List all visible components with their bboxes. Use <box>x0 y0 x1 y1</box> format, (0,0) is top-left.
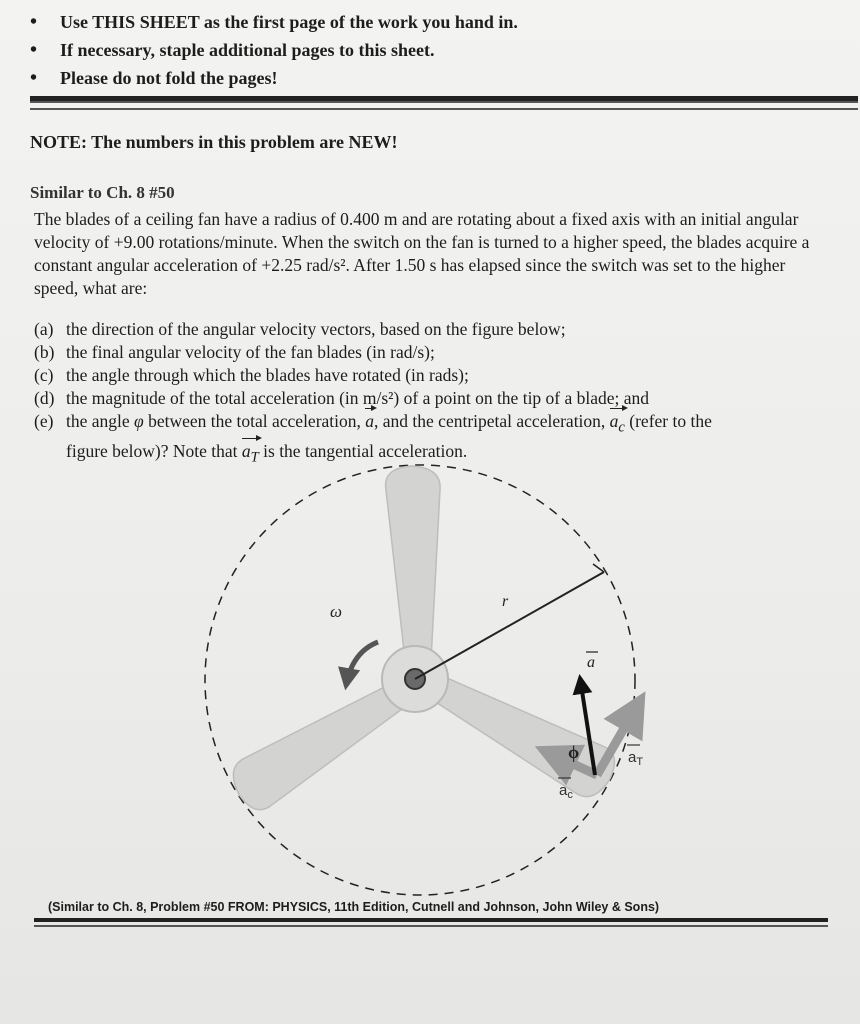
bullet-icon: • <box>30 10 38 33</box>
instruction-item <box>30 36 518 64</box>
instruction-text: Use THIS SHEET as the first page of the work you hand in. <box>60 11 518 32</box>
problem-statement: The blades of a ceiling fan have a radius of 0.400 m and are rotating about a fixed axis with an initial angular velocity of +9.00 rotations/minute. When the switch on the fan is turned to a higher speed, the blades acquire a constant angular acceleration of +2.25 rad/s². After 1.50 s has elapsed since the switch was set to the higher speed, what are: <box>34 209 810 298</box>
radius-line <box>415 572 604 679</box>
bullet-icon: • <box>30 66 38 89</box>
instruction-text: If necessary, staple additional pages to this sheet. <box>60 39 435 60</box>
bottom-divider-thin <box>34 925 828 927</box>
phi-label: ϕ <box>568 742 580 762</box>
total-acceleration-symbol: a <box>365 411 375 431</box>
part-a: (a) the direction of the angular velocity vectors, based on the figure below; <box>34 319 566 339</box>
instruction-item <box>30 64 518 92</box>
instructions-list <box>30 8 518 92</box>
note-heading: NOTE: The numbers in this problem are NEW! <box>30 132 398 152</box>
svg-text:aT: $a_T$ <box>628 749 644 768</box>
top-divider <box>30 96 858 103</box>
omega-arrow <box>346 642 378 686</box>
total-acceleration-label: a <box>587 654 595 671</box>
phi-symbol: φ <box>134 411 144 431</box>
radius-label: r <box>502 593 509 610</box>
problem-subtitle: Similar to Ch. 8 #50 <box>30 183 175 202</box>
instruction-item <box>30 8 518 36</box>
part-d: (d) the magnitude of the total acceleration (in m/s²) of a point on the tip of a blade; and <box>34 388 650 408</box>
instruction-text: Please do not fold the pages! <box>60 67 278 88</box>
top-divider-thin <box>30 108 858 110</box>
tangential-acceleration-label <box>627 745 643 768</box>
part-c: (c) the angle through which the blades have rotated (in rads); <box>34 365 469 385</box>
part-e-continued: figure below)? Note that $a_T$ is the tangential acceleration. <box>66 440 468 465</box>
ceiling-fan-figure <box>0 460 860 900</box>
tangential-acceleration-symbol: $a_T$ <box>241 440 259 465</box>
part-e: (e) the angle φ between the total acceleration, a, and the centripetal acceleration, $a_c$ (refer to the <box>34 411 712 436</box>
svg-text:ac: $a_c$ <box>559 782 573 801</box>
centripetal-acceleration-symbol: $a_c$ <box>609 411 625 436</box>
source-caption: (Similar to Ch. 8, Problem #50 FROM: PHYSICS, 11th Edition, Cutnell and Johnson, John Wiley & Sons) <box>48 900 660 914</box>
omega-label: ω <box>330 602 343 621</box>
bottom-divider <box>34 918 828 922</box>
question-parts <box>34 318 834 469</box>
fan-blade-right <box>427 660 622 804</box>
radius-end-line <box>593 564 604 572</box>
part-b: (b) the final angular velocity of the fan blades (in rad/s); <box>34 342 435 362</box>
fan-blade-top <box>386 466 441 660</box>
bullet-icon: • <box>30 38 38 61</box>
